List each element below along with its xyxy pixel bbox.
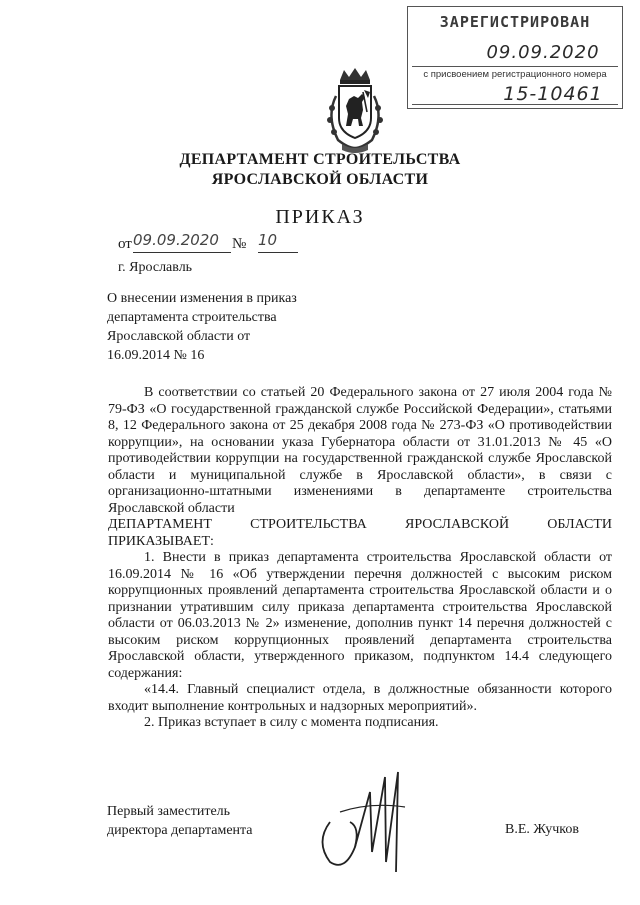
- order-item-1: 1. Внести в приказ департамента строительства Ярославской области от 16.09.2014 № 16 «Об утверждении перечня должностей с высоким риском коррупционных проявлений департамента строительства Ярославской области и о признании утратившим силу приказа департамента строительства Ярославской области от 06.03.2013 № 2» изменение, дополнив пункт 14 перечня должностей с высоким риском коррупционных проявлений департамента строительства Ярославской области, утвержденного приказом, подпунктом 14.4 следующего содержания:: [108, 550, 612, 681]
- date-underline: [133, 252, 231, 253]
- subject-line: департамента строительства: [107, 310, 277, 325]
- document-subject: [107, 289, 347, 365]
- signer-position: [107, 802, 253, 840]
- department-title-line2: ЯРОСЛАВСКОЙ ОБЛАСТИ: [211, 171, 429, 188]
- stamp-underline: [412, 104, 618, 105]
- signer-position-line: директора департамента: [107, 823, 253, 838]
- order-item-1-quote: «14.4. Главный специалист отдела, в должностные обязанности которого входит выполнение контрольных и надзорных мероприятий».: [108, 682, 612, 714]
- signer-name: В.Е. Жучков: [505, 822, 579, 837]
- registration-stamp: [407, 6, 623, 109]
- coat-of-arms-icon: [318, 66, 392, 154]
- number-handwritten: 10: [258, 231, 278, 249]
- orders-line: ДЕПАРТАМЕНТ СТРОИТЕЛЬСТВА ЯРОСЛАВСКОЙ ОБЛАСТИ: [108, 517, 612, 532]
- stamp-title: ЗАРЕГИСТРИРОВАН: [439, 13, 591, 31]
- number-underline: [258, 252, 298, 253]
- department-title-line1: ДЕПАРТАМЕНТ СТРОИТЕЛЬСТВА: [179, 151, 461, 168]
- document-type-title: ПРИКАЗ: [275, 206, 365, 228]
- preamble-paragraph: В соответствии со статьей 20 Федерального закона от 27 июля 2004 года № 79-ФЗ «О государственной гражданской службе Российской Федерации», статьями 8, 12 Федерального закона от 25 декабря 2008 года № 273-ФЗ «О противодействии коррупции», на основании указа Губернатора области от 31.01.2013 № 45 «О противодействии коррупции на государственной гражданской службе Ярославской области и муниципальной службе в Ярославской области», в связи с организационно-штатными изменениями в департаменте строительства Ярославской области: [108, 385, 612, 516]
- signer-position-line: Первый заместитель: [107, 804, 231, 819]
- stamp-note: с присвоением регистрационного номера: [423, 69, 607, 80]
- order-item-2: 2. Приказ вступает в силу с момента подписания.: [144, 715, 439, 730]
- number-label: №: [232, 236, 247, 252]
- handwritten-signature-icon: [300, 752, 440, 892]
- city: г. Ярославль: [118, 260, 193, 275]
- subject-line: Ярославской области от: [107, 329, 251, 344]
- stamp-number: 15-10461: [503, 83, 603, 105]
- subject-line: 16.09.2014 № 16: [107, 348, 205, 363]
- orders-word: ПРИКАЗЫВАЕТ:: [108, 533, 214, 549]
- date-label: от: [118, 236, 132, 252]
- subject-line: О внесении изменения в приказ: [107, 291, 297, 306]
- stamp-date: 09.09.2020: [486, 42, 600, 63]
- stamp-divider: [412, 66, 618, 67]
- date-handwritten: 09.09.2020: [133, 231, 219, 249]
- document-body: [108, 385, 612, 732]
- date-number-row: [118, 231, 278, 253]
